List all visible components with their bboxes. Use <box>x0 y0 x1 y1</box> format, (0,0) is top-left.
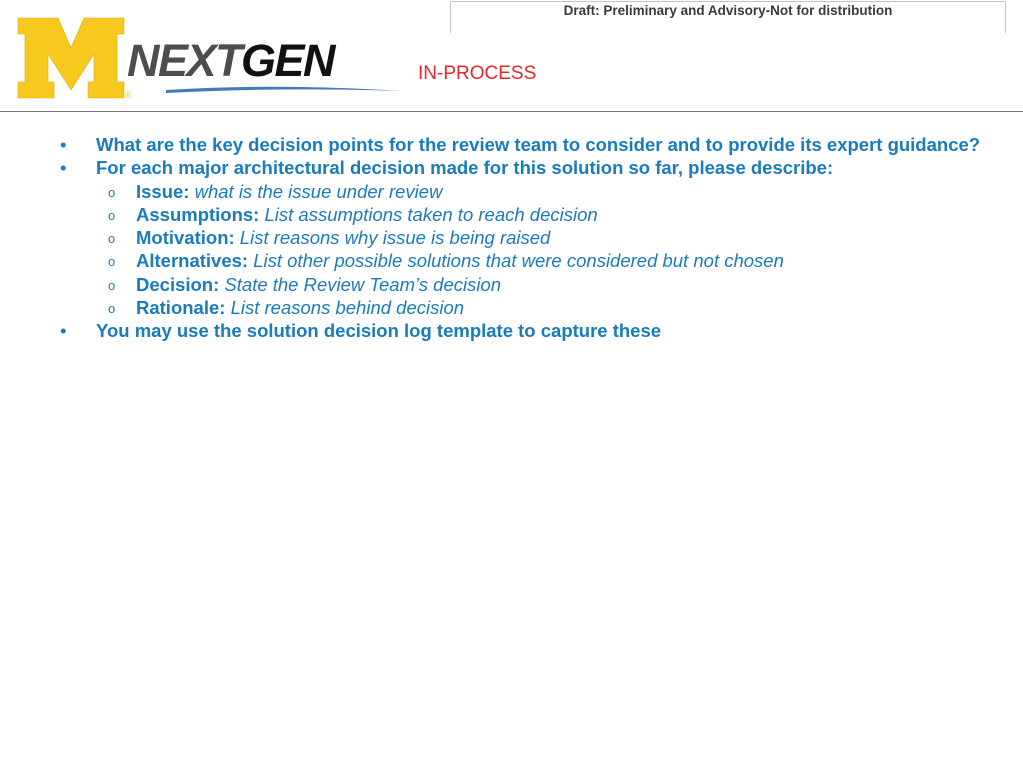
sub-item-label: Rationale: <box>136 297 226 319</box>
sub-bullet-marker: o <box>108 207 116 223</box>
header-divider <box>0 111 1023 112</box>
bullet-decision-log <box>58 319 988 342</box>
sub-item-label: Motivation: <box>136 227 235 249</box>
sub-item-text: List other possible solutions that were considered but not chosen <box>253 250 784 272</box>
sub-item-label: Assumptions: <box>136 203 260 225</box>
sub-item-rationale <box>58 296 988 319</box>
svg-text:NEXTGEN <box>127 35 337 86</box>
bullet-text: You may use the solution decision log template to capture these <box>96 320 662 342</box>
bullet-describe-decisions <box>58 156 988 179</box>
sub-item-text: State the Review Team’s decision <box>224 273 502 295</box>
registered-mark: ® <box>125 90 132 100</box>
nextgen-logo <box>16 14 406 104</box>
slide-content <box>58 133 988 343</box>
logo-text-next: NEXT <box>127 35 242 86</box>
status-label: IN-PROCESS <box>418 63 537 84</box>
sub-item-text: List assumptions taken to reach decision <box>264 203 598 225</box>
sub-item-decision <box>58 273 988 296</box>
logo-text-gen: GEN <box>241 35 335 86</box>
sub-item-text: List reasons why issue is being raised <box>239 227 551 249</box>
bullet-key-decisions <box>58 133 988 156</box>
sub-item-issue <box>58 180 988 203</box>
sub-bullet-marker: o <box>108 254 116 270</box>
sub-item-motivation <box>58 226 988 249</box>
sub-item-assumptions <box>58 203 988 226</box>
sub-item-alternatives <box>58 249 988 272</box>
block-m-logo-mark <box>18 18 124 98</box>
bullet-marker: • <box>60 134 67 155</box>
draft-notice: Draft: Preliminary and Advisory-Not for distribution <box>450 1 1006 33</box>
bullet-text: For each major architectural decision made for this solution so far, please describe: <box>96 157 834 179</box>
sub-bullet-marker: o <box>108 277 116 293</box>
bullet-text: What are the key decision points for the review team to consider and to provide its expert guidance? <box>96 134 981 155</box>
sub-item-label: Decision: <box>136 273 220 295</box>
sub-item-label: Issue: <box>136 180 190 202</box>
sub-item-text: List reasons behind decision <box>230 297 465 319</box>
sub-item-label: Alternatives: <box>136 250 249 272</box>
bullet-marker: • <box>60 320 67 342</box>
sub-item-text: what is the issue under review <box>194 180 443 202</box>
sub-bullet-marker: o <box>108 231 116 247</box>
logo-swoosh <box>166 87 402 93</box>
bullet-marker: • <box>60 157 67 179</box>
sub-bullet-marker: o <box>108 301 116 317</box>
sub-bullet-marker: o <box>108 184 116 200</box>
